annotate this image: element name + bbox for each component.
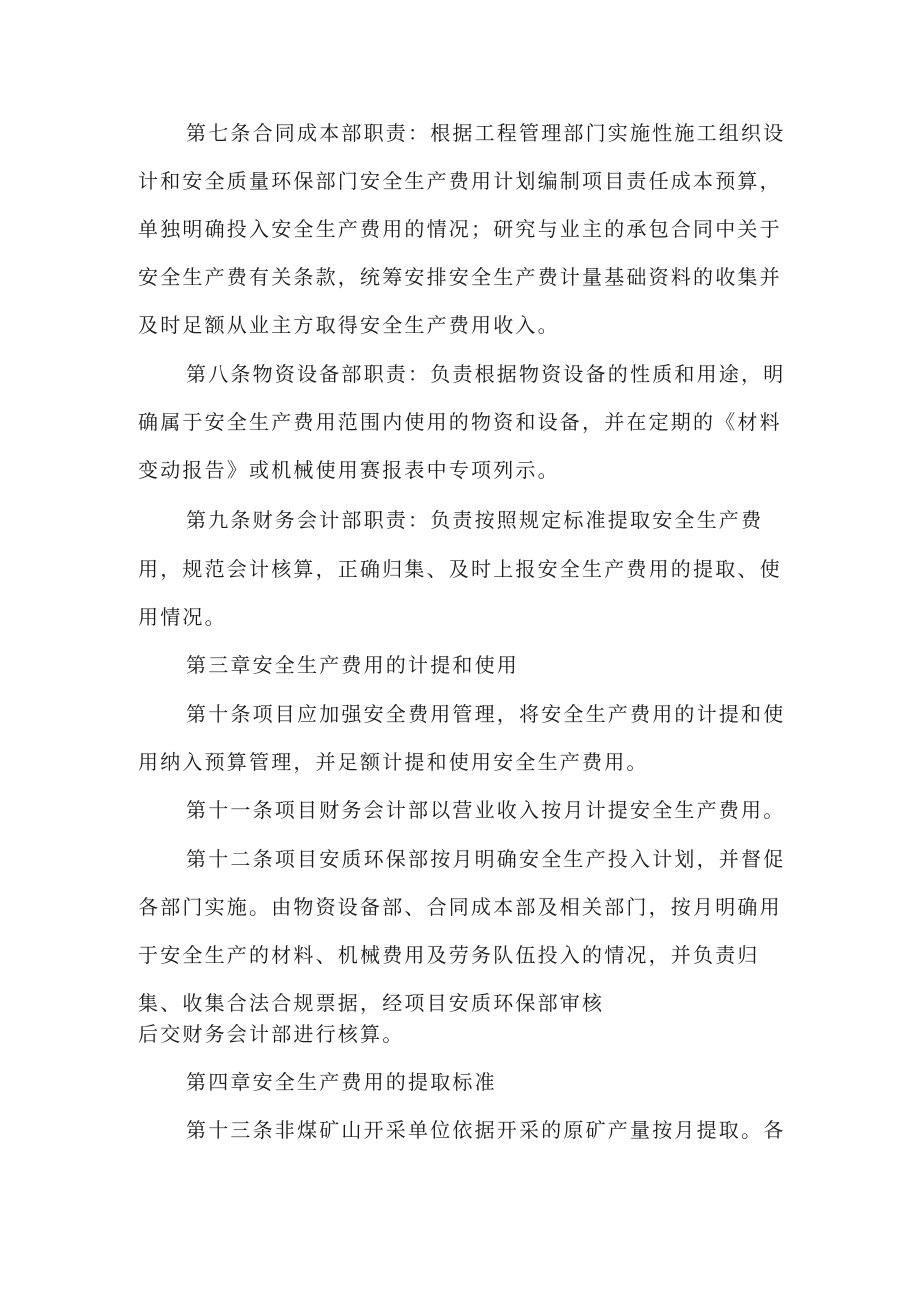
text-line: 用情况。 [138,605,227,629]
text-line: 各部门实施。由物资设备部、合同成本部及相关部门，按月明确用 [138,895,782,919]
text-line: 于安全生产的材料、机械费用及劳务队伍投入的情况，并负责归 [138,943,760,967]
text-line: 第十一条项目财务会计部以营业收入按月计提安全生产费用。 [186,798,786,822]
text-line: 第七条合同成本部职责：根据工程管理部门实施性施工组织设 [186,121,786,145]
text-line: 第九条财务会计部职责：负责按照规定标准提取安全生产费 [186,508,764,532]
text-line: 及时足额从业主方取得安全生产费用收入。 [138,313,560,337]
text-line: 安全生产费有关条款，统筹安排安全生产费计量基础资料的收集并 [138,265,782,289]
text-line: 第八条物资设备部职责：负责根据物资设备的性质和用途，明 [186,362,786,386]
text-line: 后交财务会计部进行核算。 [138,1022,405,1046]
text-line: 第十条项目应加强安全费用管理，将安全生产费用的计提和使 [186,702,786,726]
text-line: 第十二条项目安质环保部按月明确安全生产投入计划，并督促 [186,847,786,871]
text-line: 用，规范会计核算，正确归集、及时上报安全生产费用的提取、使 [138,557,782,581]
text-line: 确属于安全生产费用范围内使用的物资和设备，并在定期的《材料 [138,410,782,434]
text-line: 第十三条非煤矿山开采单位依据开采的原矿产量按月提取。各 [186,1118,786,1142]
text-line: 用纳入预算管理，并足额计提和使用安全生产费用。 [138,750,649,774]
chapter-heading: 第三章安全生产费用的计提和使用 [186,653,519,677]
text-line: 集、收集合法合规票据，经项目安质环保部审核 [138,991,605,1015]
text-line: 计和安全质量环保部门安全生产费用计划编制项目责任成本预算， [138,169,782,193]
text-line: 变动报告》或机械使用赛报表中专项列示。 [138,458,560,482]
chapter-heading: 第四章安全生产费用的提取标准 [186,1070,497,1094]
text-line: 单独明确投入安全生产费用的情况；研究与业主的承包合同中关于 [138,217,782,241]
